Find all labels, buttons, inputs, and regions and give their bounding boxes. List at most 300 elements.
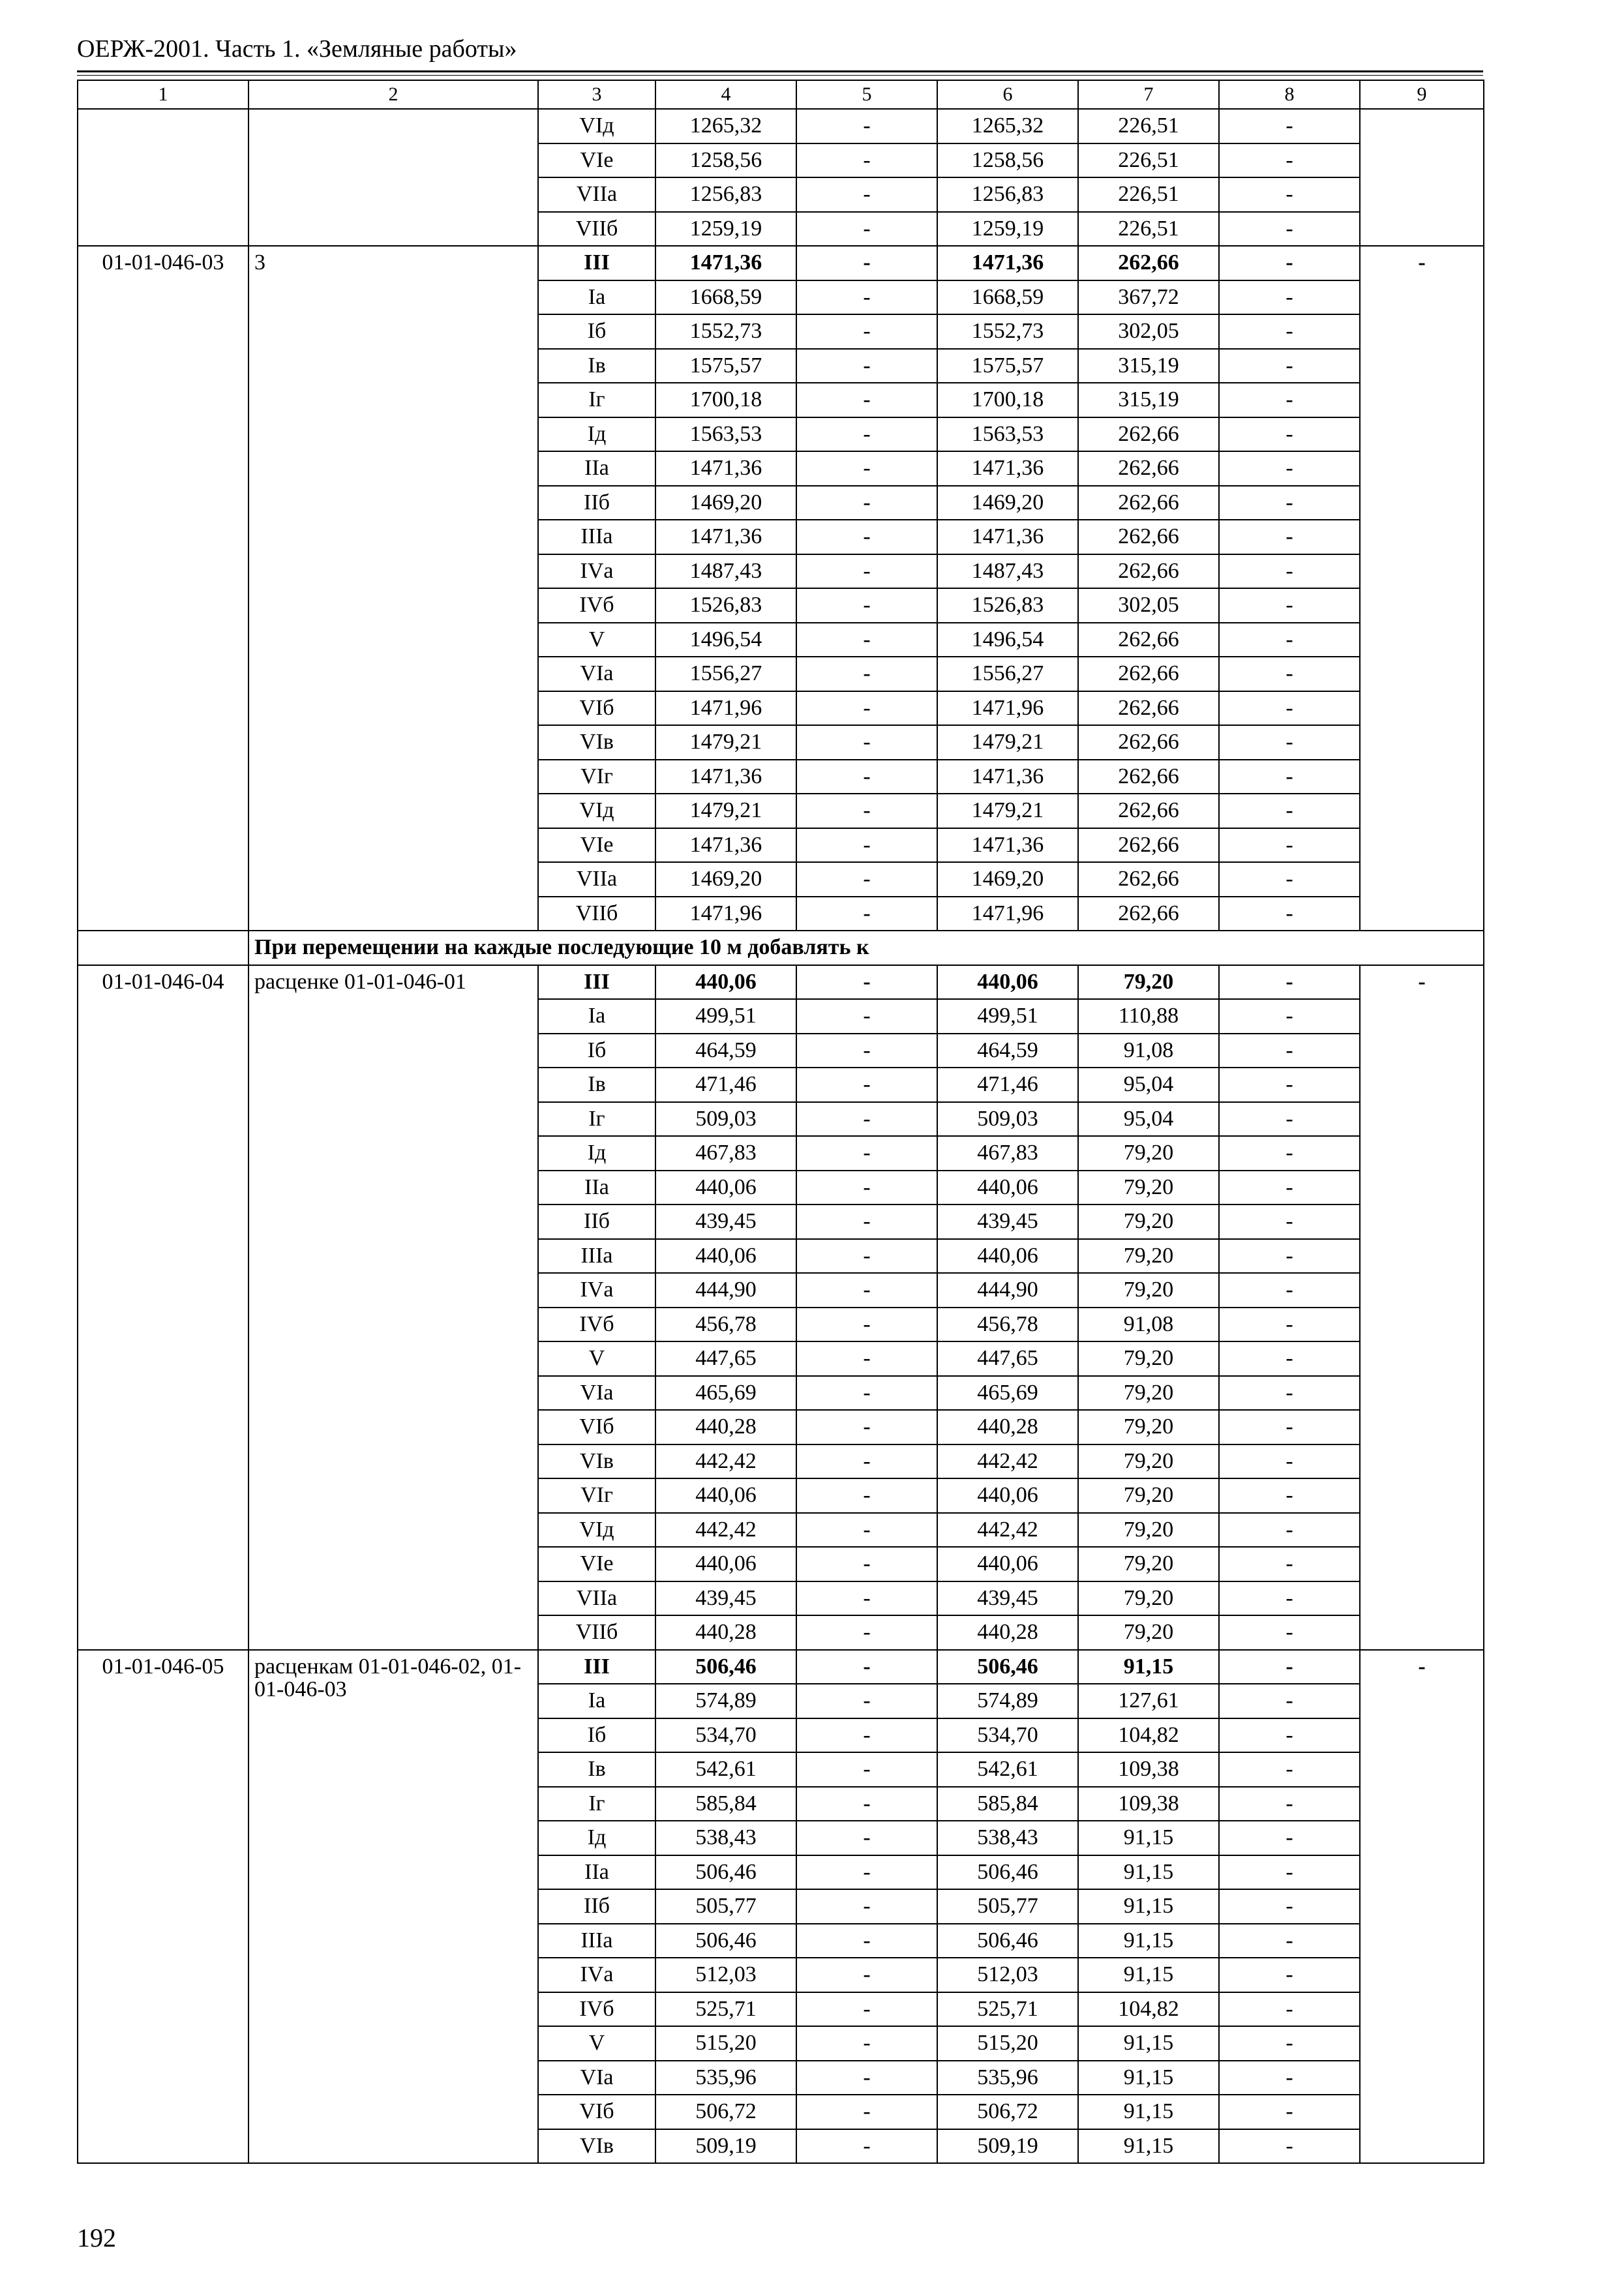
table-cell: 506,46 — [937, 1924, 1078, 1958]
table-cell: - — [1219, 760, 1360, 794]
table-cell: 1563,53 — [937, 417, 1078, 452]
table-cell: - — [1219, 1787, 1360, 1821]
col9-cell: - — [1360, 965, 1484, 1650]
table-cell: 1496,54 — [655, 623, 796, 657]
table-cell: - — [1219, 657, 1360, 691]
table-cell: 262,66 — [1078, 725, 1219, 760]
table-cell: - — [1219, 1581, 1360, 1616]
table-cell: 79,20 — [1078, 1376, 1219, 1411]
table-cell: - — [1219, 1855, 1360, 1890]
table-cell: 1526,83 — [937, 588, 1078, 623]
table-cell: - — [1219, 1684, 1360, 1718]
table-cell: 1469,20 — [655, 486, 796, 520]
table-cell: - — [796, 417, 937, 452]
table-cell: III — [538, 965, 655, 1000]
table-cell: 506,72 — [937, 2095, 1078, 2129]
section-heading-row — [78, 931, 1484, 965]
table-cell: 471,46 — [937, 1068, 1078, 1102]
table-cell: - — [1219, 691, 1360, 726]
table-cell: - — [796, 1615, 937, 1650]
table-cell: 262,66 — [1078, 486, 1219, 520]
col9-cell: - — [1360, 246, 1484, 931]
table-cell: 110,88 — [1078, 999, 1219, 1034]
table-cell: 79,20 — [1078, 1444, 1219, 1479]
table-cell: 91,15 — [1078, 2095, 1219, 2129]
table-cell: VIа — [538, 2061, 655, 2095]
table-cell: 439,45 — [655, 1204, 796, 1239]
table-cell: 440,28 — [655, 1615, 796, 1650]
table-cell: 440,06 — [937, 1239, 1078, 1274]
table-cell: 442,42 — [655, 1444, 796, 1479]
header-rule-thin — [77, 75, 1483, 76]
table-cell: 574,89 — [655, 1684, 796, 1718]
table-cell: IVб — [538, 1308, 655, 1342]
table-cell: - — [1219, 1204, 1360, 1239]
table-cell: 262,66 — [1078, 554, 1219, 589]
table-cell: - — [796, 1239, 937, 1274]
price-table — [77, 80, 1484, 2164]
table-cell: - — [796, 2129, 937, 2164]
table-cell: 1471,36 — [655, 246, 796, 280]
table-cell: 127,61 — [1078, 1684, 1219, 1718]
column-header: 3 — [538, 80, 655, 109]
table-cell: 471,46 — [655, 1068, 796, 1102]
table-cell: 1563,53 — [655, 417, 796, 452]
table-cell: - — [796, 2026, 937, 2061]
table-cell: IVа — [538, 1958, 655, 1992]
table-cell: 535,96 — [937, 2061, 1078, 2095]
table-cell: - — [1219, 1239, 1360, 1274]
table-cell: 542,61 — [655, 1752, 796, 1787]
table-cell: - — [1219, 1136, 1360, 1171]
table-cell: - — [796, 1547, 937, 1581]
table-cell: 464,59 — [655, 1034, 796, 1068]
table-cell: 447,65 — [655, 1341, 796, 1376]
table-cell: V — [538, 2026, 655, 2061]
rate-code: 01-01-046-03 — [78, 246, 248, 931]
table-cell: - — [796, 1376, 937, 1411]
table-cell: 1575,57 — [655, 349, 796, 383]
table-cell: 1526,83 — [655, 588, 796, 623]
table-cell: VIв — [538, 1444, 655, 1479]
table-cell: 91,15 — [1078, 1650, 1219, 1684]
table-cell: 79,20 — [1078, 1547, 1219, 1581]
table-cell: 91,15 — [1078, 1958, 1219, 1992]
rate-name: расценке 01-01-046-01 — [248, 965, 538, 1650]
column-header: 4 — [655, 80, 796, 109]
table-cell: VIв — [538, 2129, 655, 2164]
table-cell: - — [1219, 246, 1360, 280]
table-cell: VIб — [538, 691, 655, 726]
rate-code: 01-01-046-05 — [78, 1650, 248, 2164]
table-cell: Iб — [538, 1718, 655, 1753]
table-cell: 367,72 — [1078, 280, 1219, 315]
table-cell: Iа — [538, 1684, 655, 1718]
table-cell: - — [796, 760, 937, 794]
table-cell: IIб — [538, 1889, 655, 1924]
table-cell: - — [796, 1718, 937, 1753]
table-cell: VIд — [538, 1513, 655, 1548]
table-cell: 1469,20 — [655, 862, 796, 897]
table-cell: - — [1219, 1889, 1360, 1924]
section-heading: При перемещении на каждые последующие 10 м добавлять к — [248, 931, 1484, 965]
table-cell: 467,83 — [655, 1136, 796, 1171]
table-cell: - — [796, 212, 937, 247]
table-cell — [78, 931, 248, 965]
table-cell: - — [1219, 349, 1360, 383]
table-cell: 95,04 — [1078, 1102, 1219, 1137]
table-cell: III — [538, 246, 655, 280]
table-cell: - — [1219, 1992, 1360, 2027]
table-cell: IVа — [538, 554, 655, 589]
column-header: 7 — [1078, 80, 1219, 109]
table-cell: IIа — [538, 451, 655, 486]
table-cell: 499,51 — [655, 999, 796, 1034]
table-cell: Iд — [538, 1136, 655, 1171]
table-cell: 109,38 — [1078, 1787, 1219, 1821]
table-cell: 440,06 — [655, 965, 796, 1000]
table-cell: 534,70 — [655, 1718, 796, 1753]
table-cell: 1668,59 — [655, 280, 796, 315]
table-cell: Iв — [538, 1068, 655, 1102]
table-cell: - — [1219, 212, 1360, 247]
table-cell: 515,20 — [937, 2026, 1078, 2061]
table-cell: 499,51 — [937, 999, 1078, 1034]
table-cell: 442,42 — [937, 1513, 1078, 1548]
table-cell: - — [796, 349, 937, 383]
table-cell: 1668,59 — [937, 280, 1078, 315]
table-cell: - — [796, 1068, 937, 1102]
table-cell: 262,66 — [1078, 520, 1219, 554]
table-cell: - — [1219, 1444, 1360, 1479]
table-cell: 439,45 — [937, 1581, 1078, 1616]
table-cell: Iб — [538, 1034, 655, 1068]
table-cell: 1552,73 — [937, 314, 1078, 349]
column-header: 5 — [796, 80, 937, 109]
table-cell: 262,66 — [1078, 828, 1219, 863]
table-row — [78, 246, 1484, 280]
table-cell: 440,06 — [937, 1478, 1078, 1513]
table-cell: - — [1219, 2061, 1360, 2095]
table-cell: - — [1219, 1410, 1360, 1444]
table-cell: 512,03 — [655, 1958, 796, 1992]
table-cell: 91,15 — [1078, 1924, 1219, 1958]
table-cell: 542,61 — [937, 1752, 1078, 1787]
table-cell: 315,19 — [1078, 383, 1219, 417]
table-cell: 1479,21 — [655, 794, 796, 828]
table-cell: - — [796, 1958, 937, 1992]
table-cell: 506,46 — [937, 1650, 1078, 1684]
table-cell: 1471,36 — [655, 828, 796, 863]
table-cell: IIб — [538, 486, 655, 520]
page-number: 192 — [77, 2223, 116, 2252]
table-cell: 1479,21 — [937, 725, 1078, 760]
table-cell: 509,03 — [655, 1102, 796, 1137]
table-cell: 509,19 — [655, 2129, 796, 2164]
table-cell: 1259,19 — [937, 212, 1078, 247]
table-cell: 1700,18 — [655, 383, 796, 417]
table-cell: 1471,96 — [655, 897, 796, 931]
table-cell: 465,69 — [655, 1376, 796, 1411]
table-cell: - — [796, 588, 937, 623]
table-cell: 440,28 — [937, 1615, 1078, 1650]
table-cell: - — [796, 1308, 937, 1342]
table-cell: 91,15 — [1078, 2026, 1219, 2061]
table-cell: Iд — [538, 1821, 655, 1855]
table-cell: - — [796, 657, 937, 691]
table-cell: 1265,32 — [937, 109, 1078, 143]
table-cell: - — [796, 1034, 937, 1068]
table-cell: 440,06 — [655, 1171, 796, 1205]
col9-cell: - — [1360, 1650, 1484, 2164]
rate-code: 01-01-046-04 — [78, 965, 248, 1650]
table-cell: 440,28 — [655, 1410, 796, 1444]
table-cell: 1256,83 — [655, 177, 796, 212]
table-cell: VIа — [538, 657, 655, 691]
table-cell: 79,20 — [1078, 1341, 1219, 1376]
table-cell: VIе — [538, 828, 655, 863]
table-cell: VIг — [538, 760, 655, 794]
table-cell: - — [796, 1171, 937, 1205]
table-cell: IIб — [538, 1204, 655, 1239]
table-cell: - — [1219, 314, 1360, 349]
table-cell: - — [1219, 1341, 1360, 1376]
table-cell: 1496,54 — [937, 623, 1078, 657]
table-cell: VIIа — [538, 862, 655, 897]
table-cell: 1487,43 — [655, 554, 796, 589]
table-cell: 91,15 — [1078, 2061, 1219, 2095]
table-cell: 439,45 — [937, 1204, 1078, 1239]
table-cell: 585,84 — [937, 1787, 1078, 1821]
table-cell: 538,43 — [655, 1821, 796, 1855]
table-cell: 79,20 — [1078, 1204, 1219, 1239]
table-cell: IIIа — [538, 1924, 655, 1958]
table-cell: - — [796, 1204, 937, 1239]
table-cell: 262,66 — [1078, 246, 1219, 280]
column-header: 9 — [1360, 80, 1484, 109]
table-cell: - — [1219, 897, 1360, 931]
table-cell: 79,20 — [1078, 1513, 1219, 1548]
table-cell: - — [1219, 862, 1360, 897]
table-cell: VIб — [538, 2095, 655, 2129]
table-cell: 1265,32 — [655, 109, 796, 143]
table-cell: 79,20 — [1078, 1136, 1219, 1171]
table-cell: - — [796, 246, 937, 280]
table-cell: VIе — [538, 1547, 655, 1581]
table-cell: 506,46 — [655, 1855, 796, 1890]
table-cell: Iа — [538, 999, 655, 1034]
table-cell: 302,05 — [1078, 314, 1219, 349]
table-cell: VIIб — [538, 212, 655, 247]
table-cell: 91,15 — [1078, 1821, 1219, 1855]
table-cell: 444,90 — [937, 1273, 1078, 1308]
table-cell: 262,66 — [1078, 451, 1219, 486]
table-cell: 535,96 — [655, 2061, 796, 2095]
table-cell: - — [1219, 1376, 1360, 1411]
table-cell: 585,84 — [655, 1787, 796, 1821]
col9-cell — [1360, 109, 1484, 246]
table-cell: IIа — [538, 1171, 655, 1205]
table-cell: 1471,36 — [655, 451, 796, 486]
table-cell: Iв — [538, 1752, 655, 1787]
table-cell: 509,03 — [937, 1102, 1078, 1137]
table-cell: 465,69 — [937, 1376, 1078, 1411]
table-row — [78, 965, 1484, 1000]
table-cell: 515,20 — [655, 2026, 796, 2061]
table-cell: 1471,36 — [655, 520, 796, 554]
table-cell: 1469,20 — [937, 862, 1078, 897]
table-cell: 302,05 — [1078, 588, 1219, 623]
table-cell: - — [1219, 999, 1360, 1034]
table-cell: IIIа — [538, 1239, 655, 1274]
table-cell: - — [1219, 1547, 1360, 1581]
table-cell: - — [796, 2095, 937, 2129]
table-cell: 1471,36 — [937, 760, 1078, 794]
table-cell: IVа — [538, 1273, 655, 1308]
table-cell: 440,06 — [655, 1239, 796, 1274]
table-cell: - — [796, 1341, 937, 1376]
table-cell: - — [796, 1102, 937, 1137]
table-cell: VIIа — [538, 177, 655, 212]
table-cell: 440,28 — [937, 1410, 1078, 1444]
table-cell: - — [796, 1650, 937, 1684]
table-cell: 1552,73 — [655, 314, 796, 349]
table-cell: 439,45 — [655, 1581, 796, 1616]
table-cell: - — [1219, 1478, 1360, 1513]
table-cell: - — [796, 109, 937, 143]
table-cell: - — [796, 794, 937, 828]
table-cell: 1556,27 — [937, 657, 1078, 691]
column-header-row — [78, 80, 1484, 109]
table-cell: - — [796, 2061, 937, 2095]
table-cell: 1471,36 — [655, 760, 796, 794]
table-cell: - — [796, 1924, 937, 1958]
table-cell: 1487,43 — [937, 554, 1078, 589]
table-cell: 226,51 — [1078, 143, 1219, 178]
table-cell: - — [796, 965, 937, 1000]
table-cell: 1471,36 — [937, 828, 1078, 863]
table-cell: 104,82 — [1078, 1992, 1219, 2027]
table-cell: - — [796, 383, 937, 417]
table-row — [78, 1650, 1484, 1684]
table-cell: - — [796, 1478, 937, 1513]
table-cell: 506,46 — [937, 1855, 1078, 1890]
table-cell: Iг — [538, 1102, 655, 1137]
column-header: 1 — [78, 80, 248, 109]
header-rule — [77, 70, 1483, 72]
table-cell: 91,08 — [1078, 1308, 1219, 1342]
table-cell: 456,78 — [937, 1308, 1078, 1342]
table-cell: - — [796, 1787, 937, 1821]
table-cell: - — [1219, 588, 1360, 623]
table-cell: 79,20 — [1078, 1581, 1219, 1616]
table-cell: 1471,36 — [937, 246, 1078, 280]
table-cell: - — [1219, 1718, 1360, 1753]
table-cell: 440,06 — [655, 1547, 796, 1581]
table-cell: 262,66 — [1078, 657, 1219, 691]
table-cell: 509,19 — [937, 2129, 1078, 2164]
table-cell: 442,42 — [937, 1444, 1078, 1479]
table-cell: - — [1219, 1513, 1360, 1548]
rate-name: 3 — [248, 246, 538, 931]
table-cell: 262,66 — [1078, 862, 1219, 897]
table-cell: - — [796, 451, 937, 486]
table-cell: 505,77 — [937, 1889, 1078, 1924]
table-cell: 1479,21 — [937, 794, 1078, 828]
table-cell: - — [1219, 1821, 1360, 1855]
table-cell: - — [1219, 794, 1360, 828]
table-cell: III — [538, 1650, 655, 1684]
table-cell: - — [1219, 1650, 1360, 1684]
table-cell: VIе — [538, 143, 655, 178]
table-cell: - — [1219, 554, 1360, 589]
column-header: 6 — [937, 80, 1078, 109]
table-cell: IVб — [538, 588, 655, 623]
table-cell: - — [1219, 1171, 1360, 1205]
table-cell: 262,66 — [1078, 794, 1219, 828]
table-cell: 574,89 — [937, 1684, 1078, 1718]
table-cell: 95,04 — [1078, 1068, 1219, 1102]
table-cell: VIа — [538, 1376, 655, 1411]
table-cell: - — [796, 1752, 937, 1787]
table-cell: 79,20 — [1078, 1615, 1219, 1650]
table-cell: 91,08 — [1078, 1034, 1219, 1068]
table-cell: 262,66 — [1078, 691, 1219, 726]
table-cell: VIв — [538, 725, 655, 760]
table-cell: - — [1219, 486, 1360, 520]
table-cell: 1259,19 — [655, 212, 796, 247]
table-cell: - — [1219, 725, 1360, 760]
table-cell: 91,15 — [1078, 1889, 1219, 1924]
table-cell: 91,15 — [1078, 1855, 1219, 1890]
table-cell: - — [796, 1444, 937, 1479]
table-cell: - — [1219, 1924, 1360, 1958]
table-cell: V — [538, 623, 655, 657]
table-cell: 1471,96 — [937, 691, 1078, 726]
table-cell: 444,90 — [655, 1273, 796, 1308]
table-cell: 226,51 — [1078, 177, 1219, 212]
table-cell: 79,20 — [1078, 1273, 1219, 1308]
table-cell: - — [1219, 1034, 1360, 1068]
table-cell: - — [796, 897, 937, 931]
table-cell: Iг — [538, 383, 655, 417]
table-cell: - — [1219, 2129, 1360, 2164]
page-header: ОЕРЖ-2001. Часть 1. «Земляные работы» — [77, 35, 517, 63]
table-cell: 109,38 — [1078, 1752, 1219, 1787]
table-cell: 506,46 — [655, 1650, 796, 1684]
table-cell: - — [796, 1581, 937, 1616]
table-cell: Iа — [538, 280, 655, 315]
table-cell: 464,59 — [937, 1034, 1078, 1068]
table-cell: - — [796, 486, 937, 520]
table-cell: Iб — [538, 314, 655, 349]
column-header: 2 — [248, 80, 538, 109]
table-cell: - — [1219, 1308, 1360, 1342]
table-cell: - — [796, 999, 937, 1034]
table-cell: - — [796, 1273, 937, 1308]
table-cell: 262,66 — [1078, 623, 1219, 657]
table-cell: 525,71 — [937, 1992, 1078, 2027]
table-cell: - — [1219, 1102, 1360, 1137]
table-cell: - — [1219, 1615, 1360, 1650]
table-cell: 91,15 — [1078, 2129, 1219, 2164]
table-cell: - — [1219, 280, 1360, 315]
table-cell: - — [796, 520, 937, 554]
table-cell: - — [1219, 623, 1360, 657]
table-cell: - — [796, 862, 937, 897]
table-cell: - — [1219, 383, 1360, 417]
table-cell: IIа — [538, 1855, 655, 1890]
